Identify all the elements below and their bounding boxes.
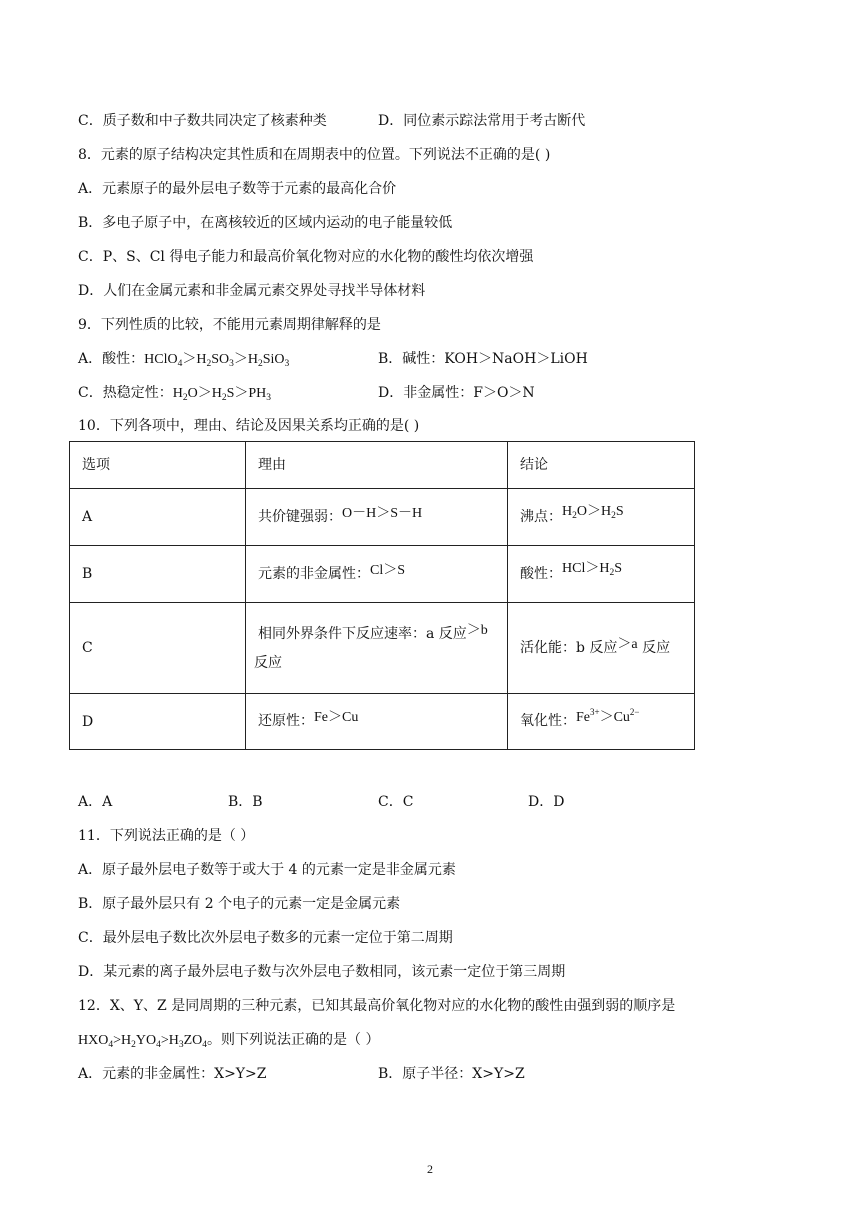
row-d-conclusion: 氧化性：$Fe^{3+}>Cu^{2-}$: [508, 694, 695, 750]
q9-a-prefix: A．酸性：: [78, 351, 145, 367]
q12-acid-order-formula: $HXO_4>H_2YO_4>H_3ZO_4$: [78, 1033, 208, 1050]
q12-option-b: B．原子半径：X>Y>Z: [378, 1066, 525, 1082]
q9-option-a: [78, 349, 289, 370]
q12-stem-line1: 12．X、Y、Z 是同周期的三种元素，已知其最高价氧化物对应的水化物的酸性由强到弱的顺序是: [78, 998, 676, 1014]
row-c-option: C: [70, 603, 246, 694]
header-option: 选项: [70, 442, 246, 489]
header-reason: 理由: [246, 442, 508, 489]
q11-option-a: A．原子最外层电子数等于或大于 4 的元素一定是非金属元素: [78, 862, 456, 878]
q10-option-a: A．A: [78, 794, 113, 810]
row-b-option: B: [70, 546, 246, 603]
q11-option-b: B．原子最外层只有 2 个电子的元素一定是金属元素: [78, 896, 401, 912]
q10-option-d: D．D: [528, 794, 565, 810]
q9-option-c: [78, 383, 271, 404]
row-d-reason: 还原性：Fe＞Cu: [246, 694, 508, 750]
q9-stem: 9．下列性质的比较，不能用元素周期律解释的是: [78, 317, 381, 333]
header-conclusion: 结论: [508, 442, 695, 489]
table-header-row: [70, 442, 695, 489]
row-c-conclusion: 活化能：b 反应＞a 反应: [508, 603, 695, 694]
table-row: [70, 546, 695, 603]
row-b-conclusion: 酸性：$HCl>H_2S$: [508, 546, 695, 603]
row-a-reason: 共价键强弱：O－H＞S－H: [246, 489, 508, 546]
q8-stem: 8．元素的原子结构决定其性质和在周期表中的位置。下列说法不正确的是( ): [78, 147, 551, 163]
q9-c-prefix: C．热稳定性：: [78, 385, 173, 401]
q10-option-b: B．B: [228, 794, 263, 810]
row-d-option: D: [70, 694, 246, 750]
row-a-option: A: [70, 489, 246, 546]
row-a-conclusion: 沸点：$H_2O>H_2S$: [508, 489, 695, 546]
q12-stem-suffix: 。则下列说法正确的是（ ）: [207, 1032, 380, 1048]
row-c-reason: 相同外界条件下反应速率：a 反应＞b 反应: [246, 603, 508, 694]
q12-stem-line2: [78, 1030, 379, 1051]
q9-c-formula: $H_2O>H_2S>PH_3$: [172, 386, 272, 403]
q9-a-formula: $HClO_4>H_2SO_3>H_2SiO_3$: [144, 352, 290, 369]
q11-option-d: D．某元素的离子最外层电子数与次外层电子数相同，该元素一定位于第三周期: [78, 964, 566, 980]
q12-option-a: A．元素的非金属性：X>Y>Z: [78, 1066, 267, 1082]
q7-option-d: D．同位素示踪法常用于考古断代: [378, 113, 586, 129]
page-number: 2: [427, 1162, 433, 1176]
q10-option-c: C．C: [378, 794, 414, 810]
q8-option-d: D．人们在金属元素和非金属元素交界处寻找半导体材料: [78, 283, 426, 299]
q9-option-d: D．非金属性：F＞O＞N: [378, 385, 535, 401]
q8-option-b: B．多电子原子中，在离核较近的区域内运动的电子能量较低: [78, 215, 453, 231]
row-b-reason: 元素的非金属性：Cl＞S: [246, 546, 508, 603]
q10-table: [69, 441, 695, 750]
q7-option-c: C．质子数和中子数共同决定了核素种类: [78, 113, 327, 129]
q11-stem: 11．下列说法正确的是（ ）: [78, 828, 255, 844]
q10-stem: 10．下列各项中，理由、结论及因果关系均正确的是( ): [78, 418, 420, 434]
table-row: [70, 603, 695, 694]
table-row: [70, 694, 695, 750]
q11-option-c: C．最外层电子数比次外层电子数多的元素一定位于第二周期: [78, 930, 453, 946]
table-row: [70, 489, 695, 546]
q8-option-c: C．P、S、Cl 得电子能力和最高价氧化物对应的水化物的酸性均依次增强: [78, 249, 534, 265]
q9-option-b: B．碱性：KOH＞NaOH＞LiOH: [378, 351, 588, 367]
q8-option-a: A．元素原子的最外层电子数等于元素的最高化合价: [78, 181, 397, 197]
